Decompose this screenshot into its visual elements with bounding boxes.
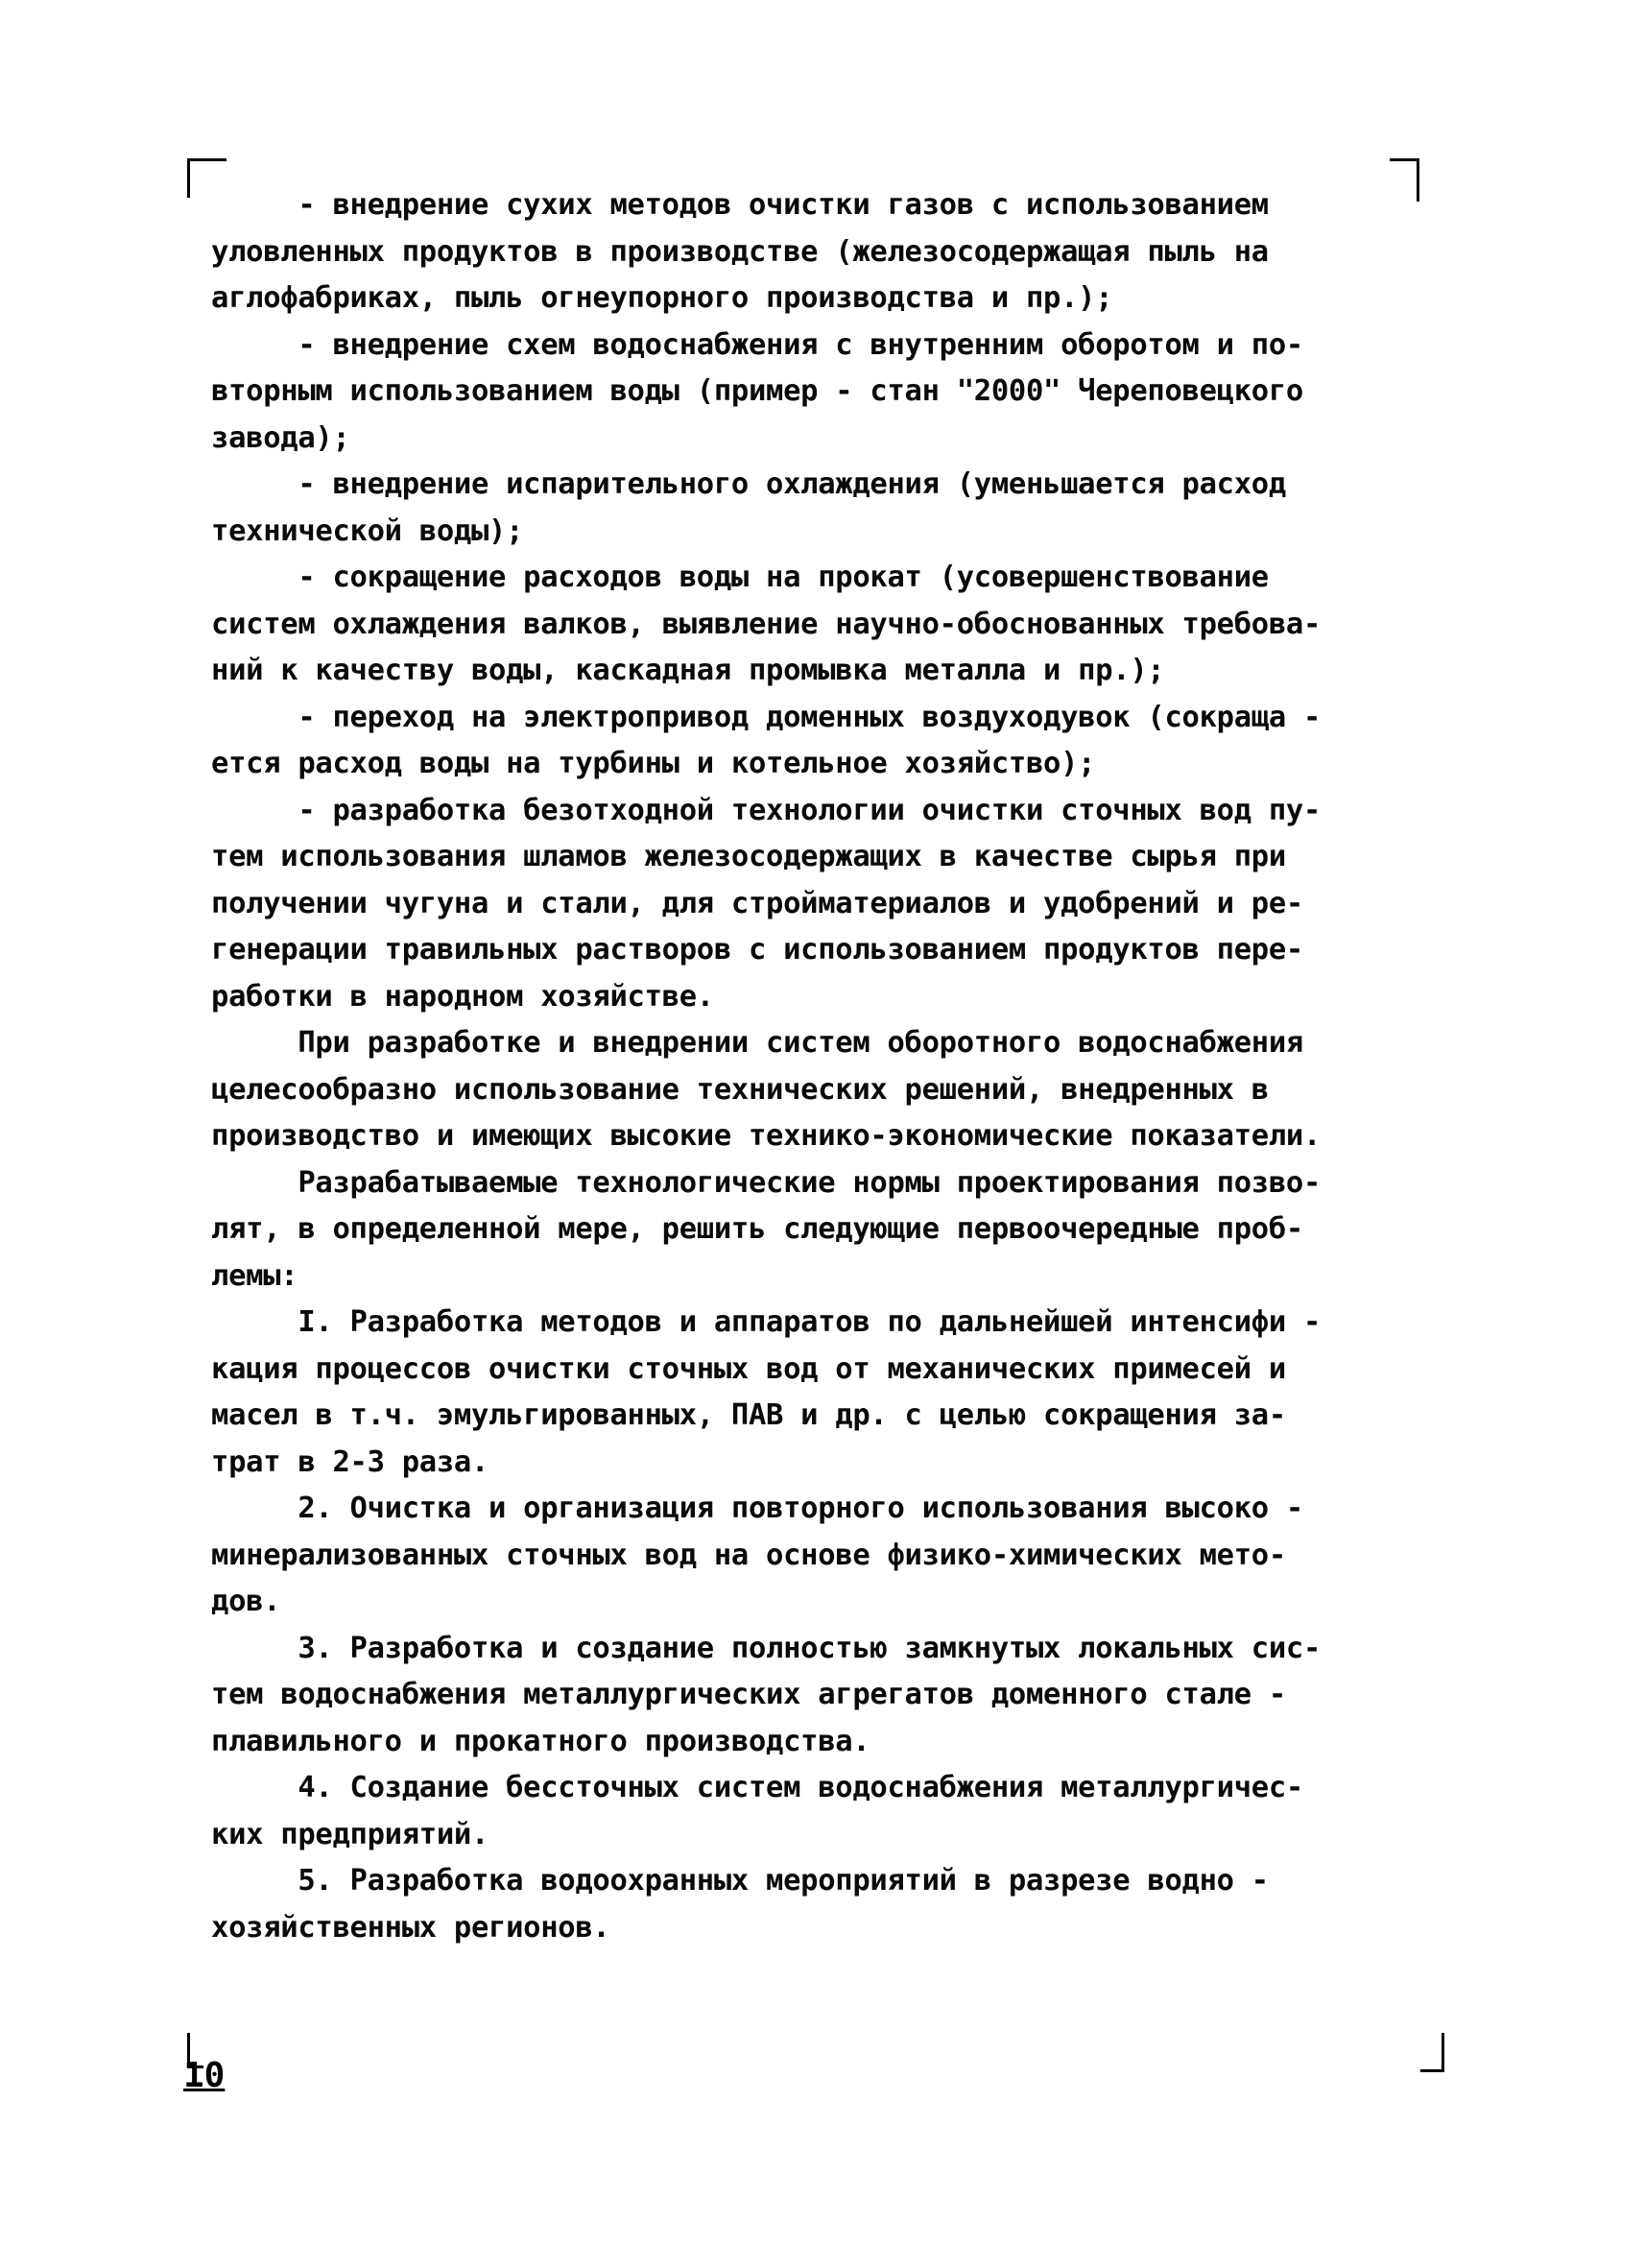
text-line: ется расход воды на турбины и котельное хозяйство); (211, 747, 1096, 780)
corner-mark-bottom-right (1420, 2033, 1444, 2072)
text-line: целесообразно использование технических решений, внедренных в (211, 1072, 1269, 1107)
text-line: - переход на электропривод доменных воздуходувок (сокраща - (211, 700, 1322, 734)
text-line: Разрабатываемые технологические нормы проектирования позво- (211, 1165, 1322, 1200)
text-line: трат в 2-3 раза. (211, 1444, 489, 1479)
page-number: 10 (183, 2056, 226, 2095)
text-line: тем использования шламов железосодержащих в качестве сырья при (211, 840, 1286, 873)
text-line: - внедрение схем водоснабжения с внутренним оборотом и по- (211, 327, 1303, 362)
text-line: вторным использованием воды (пример - стан "2000" Череповецкого (211, 374, 1303, 408)
text-line: кация процессов очистки сточных вод от механических примесей и (211, 1351, 1286, 1386)
text-line: 3. Разработка и создание полностью замкнутых локальных сис- (211, 1631, 1322, 1665)
text-line: получении чугуна и стали, для стройматериалов и удобрений и ре- (211, 886, 1303, 920)
text-line: - разработка безотходной технологии очистки сточных вод пу- (211, 793, 1322, 827)
text-line: плавильного и прокатного производства. (211, 1724, 870, 1758)
text-line: уловленных продуктов в производстве (железосодержащая пыль на (211, 234, 1269, 269)
text-line: - сокращение расходов воды на прокат (усовершенствование (211, 561, 1269, 594)
text-line: дов. (211, 1585, 281, 1618)
text-line: 5. Разработка водоохранных мероприятий в разрезе водно - (211, 1864, 1269, 1898)
text-line: лят, в определенной мере, решить следующие первоочередные проб- (211, 1212, 1303, 1246)
text-line: лемы: (211, 1258, 298, 1293)
text-line: При разработке и внедрении систем оборотного водоснабжения (211, 1026, 1303, 1060)
text-line: минерализованных сточных вод на основе физико-химических мето- (211, 1538, 1286, 1572)
text-line: 4. Создание бессточных систем водоснабжения металлургичес- (211, 1771, 1303, 1804)
text-line: аглофабриках, пыль огнеупорного производства и пр.); (211, 281, 1113, 315)
body-text (211, 182, 1449, 1951)
text-line: систем охлаждения валков, выявление научно-обоснованных требова- (211, 607, 1322, 641)
text-line: тем водоснабжения металлургических агрегатов доменного стале - (211, 1678, 1286, 1711)
text-line: генерации травильных растворов с использованием продуктов пере- (211, 933, 1303, 967)
text-line: I. Разработка методов и аппаратов по дальнейшей интенсифи - (211, 1305, 1322, 1339)
text-line: технической воды); (211, 513, 524, 548)
text-line: - внедрение испарительного охлаждения (уменьшается расход (211, 467, 1286, 501)
text-line: масел в т.ч. эмульгированных, ПАВ и др. с целью сокращения за- (211, 1398, 1286, 1432)
text-line: 2. Очистка и организация повторного использования высоко - (211, 1492, 1303, 1525)
text-line: завода); (211, 420, 350, 455)
text-line: работки в народном хозяйстве. (211, 979, 714, 1014)
text-line: - внедрение сухих методов очистки газов с использованием (211, 188, 1269, 222)
text-line: хозяйственных регионов. (211, 1910, 610, 1945)
text-line: ких предприятий. (211, 1817, 489, 1851)
text-line: ний к качеству воды, каскадная промывка металла и пр.); (211, 654, 1165, 687)
text-line: производство и имеющих высокие технико-экономические показатели. (211, 1119, 1322, 1153)
